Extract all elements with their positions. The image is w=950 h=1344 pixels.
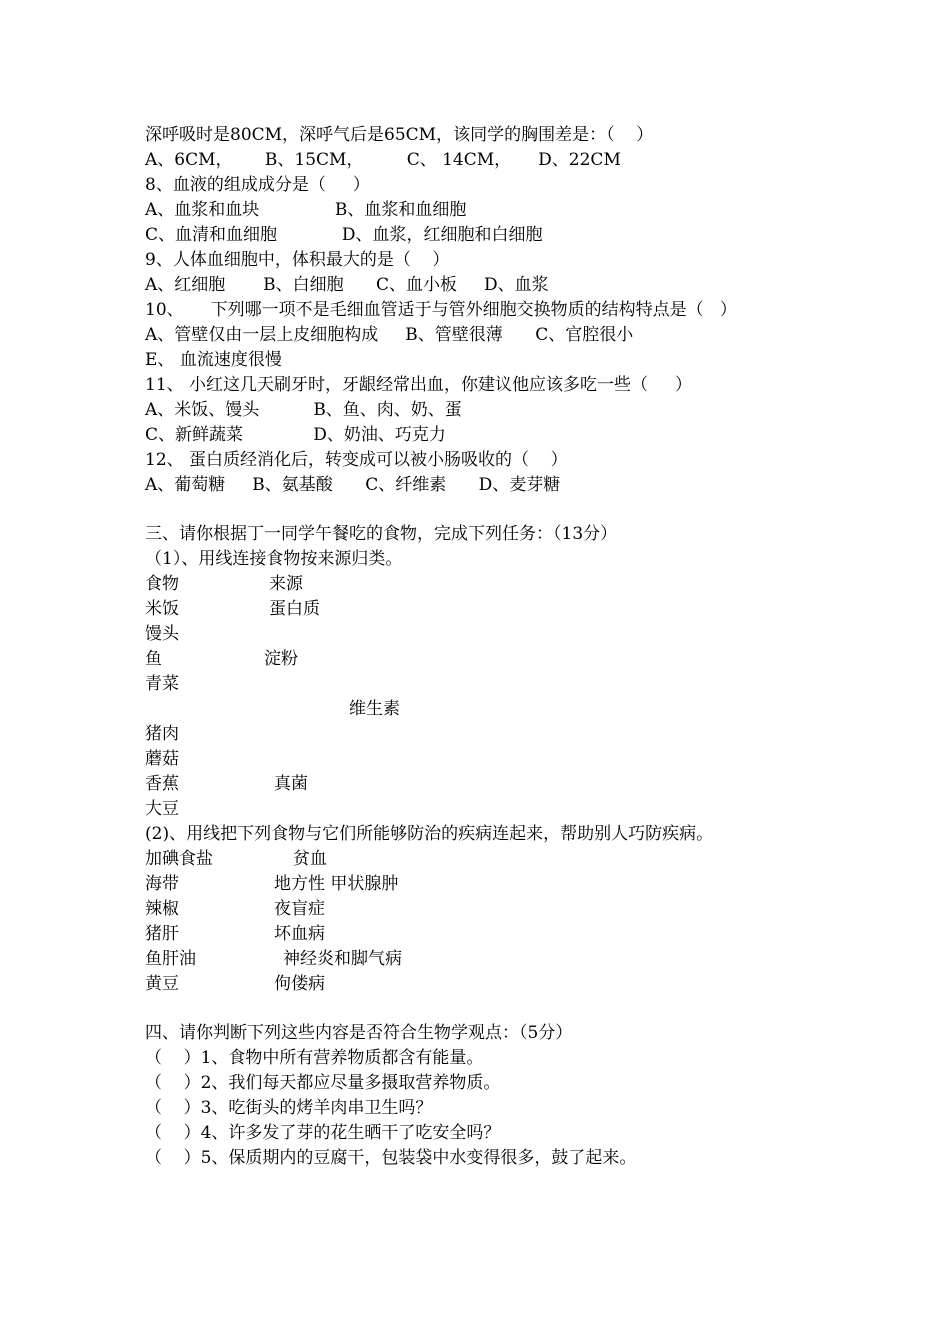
food-item: 米饭 bbox=[145, 599, 179, 619]
food-item: 香蕉 bbox=[145, 774, 179, 794]
matching-2-row bbox=[145, 847, 545, 872]
question-8-options-cd: C、血清和血细胞 D、血浆，红细胞和白细胞 bbox=[145, 225, 543, 245]
question-7-stem: 深呼吸时是80CM，深呼气后是65CM，该同学的胸围差是：（ ） bbox=[145, 125, 654, 145]
matching-1-row bbox=[145, 647, 545, 672]
matching-2-row bbox=[145, 972, 545, 997]
matching-1-header-row bbox=[145, 572, 545, 597]
matching-1-row bbox=[145, 747, 545, 772]
food-item: 青菜 bbox=[145, 674, 179, 694]
food-item: 蘑菇 bbox=[145, 749, 179, 769]
source-header: 来源 bbox=[269, 574, 303, 594]
matching-1-row bbox=[145, 597, 545, 622]
disease-item: 佝偻病 bbox=[274, 974, 325, 994]
source-item: 真菌 bbox=[274, 774, 308, 794]
question-10-options-abc: A、管壁仅由一层上皮细胞构成 B、管壁很薄 C、官腔很小 bbox=[145, 325, 634, 345]
section-3-title: 三、请你根据丁一同学午餐吃的食物，完成下列任务：（13分） bbox=[145, 524, 618, 544]
question-11-options-ab: A、米饭、馒头 B、鱼、肉、奶、蛋 bbox=[145, 400, 462, 420]
matching-1-row bbox=[145, 622, 545, 647]
judgment-item: （ ）5、保质期内的豆腐干，包装袋中水变得很多，鼓了起来。 bbox=[145, 1148, 637, 1168]
question-12-stem: 12、 蛋白质经消化后，转变成可以被小肠吸收的（ ） bbox=[145, 450, 568, 470]
food-item: 辣椒 bbox=[145, 899, 179, 919]
matching-2-row bbox=[145, 947, 545, 972]
food-item: 海带 bbox=[145, 874, 179, 894]
section-4-title: 四、请你判断下列这些内容是否符合生物学观点：（5分） bbox=[145, 1023, 573, 1043]
food-item: 鱼 bbox=[145, 649, 162, 669]
question-8-stem: 8、血液的组成成分是（ ） bbox=[145, 175, 370, 195]
food-item: 猪肉 bbox=[145, 724, 179, 744]
disease-item: 坏血病 bbox=[274, 924, 325, 944]
matching-2-row bbox=[145, 872, 545, 897]
matching-1-row bbox=[145, 697, 545, 722]
matching-2-row bbox=[145, 922, 545, 947]
matching-1-row bbox=[145, 722, 545, 747]
judgment-item: （ ）1、食物中所有营养物质都含有能量。 bbox=[145, 1048, 484, 1068]
food-item: 鱼肝油 bbox=[145, 949, 196, 969]
source-item: 淀粉 bbox=[264, 649, 298, 669]
question-11-stem: 11、 小红这几天刷牙时，牙龈经常出血，你建议他应该多吃一些（ ） bbox=[145, 375, 693, 395]
source-item: 蛋白质 bbox=[269, 599, 320, 619]
disease-item: 夜盲症 bbox=[274, 899, 325, 919]
question-11-options-cd: C、新鲜蔬菜 D、奶油、巧克力 bbox=[145, 425, 446, 445]
food-item: 猪肝 bbox=[145, 924, 179, 944]
matching-1-row bbox=[145, 672, 545, 697]
part-1-title: （1）、用线连接食物按来源归类。 bbox=[145, 549, 403, 569]
source-item: 维生素 bbox=[349, 699, 400, 719]
matching-1-row bbox=[145, 797, 545, 822]
question-8-options-ab: A、血浆和血块 B、血浆和血细胞 bbox=[145, 200, 467, 220]
food-item: 大豆 bbox=[145, 799, 179, 819]
question-9-options: A、红细胞 B、白细胞 C、血小板 D、血浆 bbox=[145, 275, 549, 295]
question-9-stem: 9、人体血细胞中，体积最大的是（ ） bbox=[145, 250, 450, 270]
question-10-option-e: E、 血流速度很慢 bbox=[145, 350, 282, 370]
question-10-stem: 10、 下列哪一项不是毛细血管适于与管外细胞交换物质的结构特点是（ ） bbox=[145, 300, 737, 320]
part-2-title: (2)、用线把下列食物与它们所能够防治的疾病连起来，帮助别人巧防疾病。 bbox=[145, 824, 714, 844]
question-12-options: A、葡萄糖 B、氨基酸 C、纤维素 D、麦芽糖 bbox=[145, 475, 561, 495]
food-item: 馒头 bbox=[145, 624, 179, 644]
disease-item: 地方性 甲状腺肿 bbox=[274, 874, 399, 894]
food-item: 黄豆 bbox=[145, 974, 179, 994]
food-item: 加碘食盐 bbox=[145, 849, 213, 869]
disease-item: 神经炎和脚气病 bbox=[283, 949, 402, 969]
judgment-item: （ ）3、吃街头的烤羊肉串卫生吗？ bbox=[145, 1098, 433, 1118]
matching-2-row bbox=[145, 897, 545, 922]
question-7-options: A、6CM， B、15CM， C、 14CM， D、22CM bbox=[145, 150, 621, 170]
judgment-item: （ ）4、许多发了芽的花生晒干了吃安全吗？ bbox=[145, 1123, 501, 1143]
matching-1-row bbox=[145, 772, 545, 797]
disease-item: 贫血 bbox=[293, 849, 327, 869]
food-header: 食物 bbox=[145, 574, 179, 594]
judgment-item: （ ）2、我们每天都应尽量多摄取营养物质。 bbox=[145, 1073, 501, 1093]
